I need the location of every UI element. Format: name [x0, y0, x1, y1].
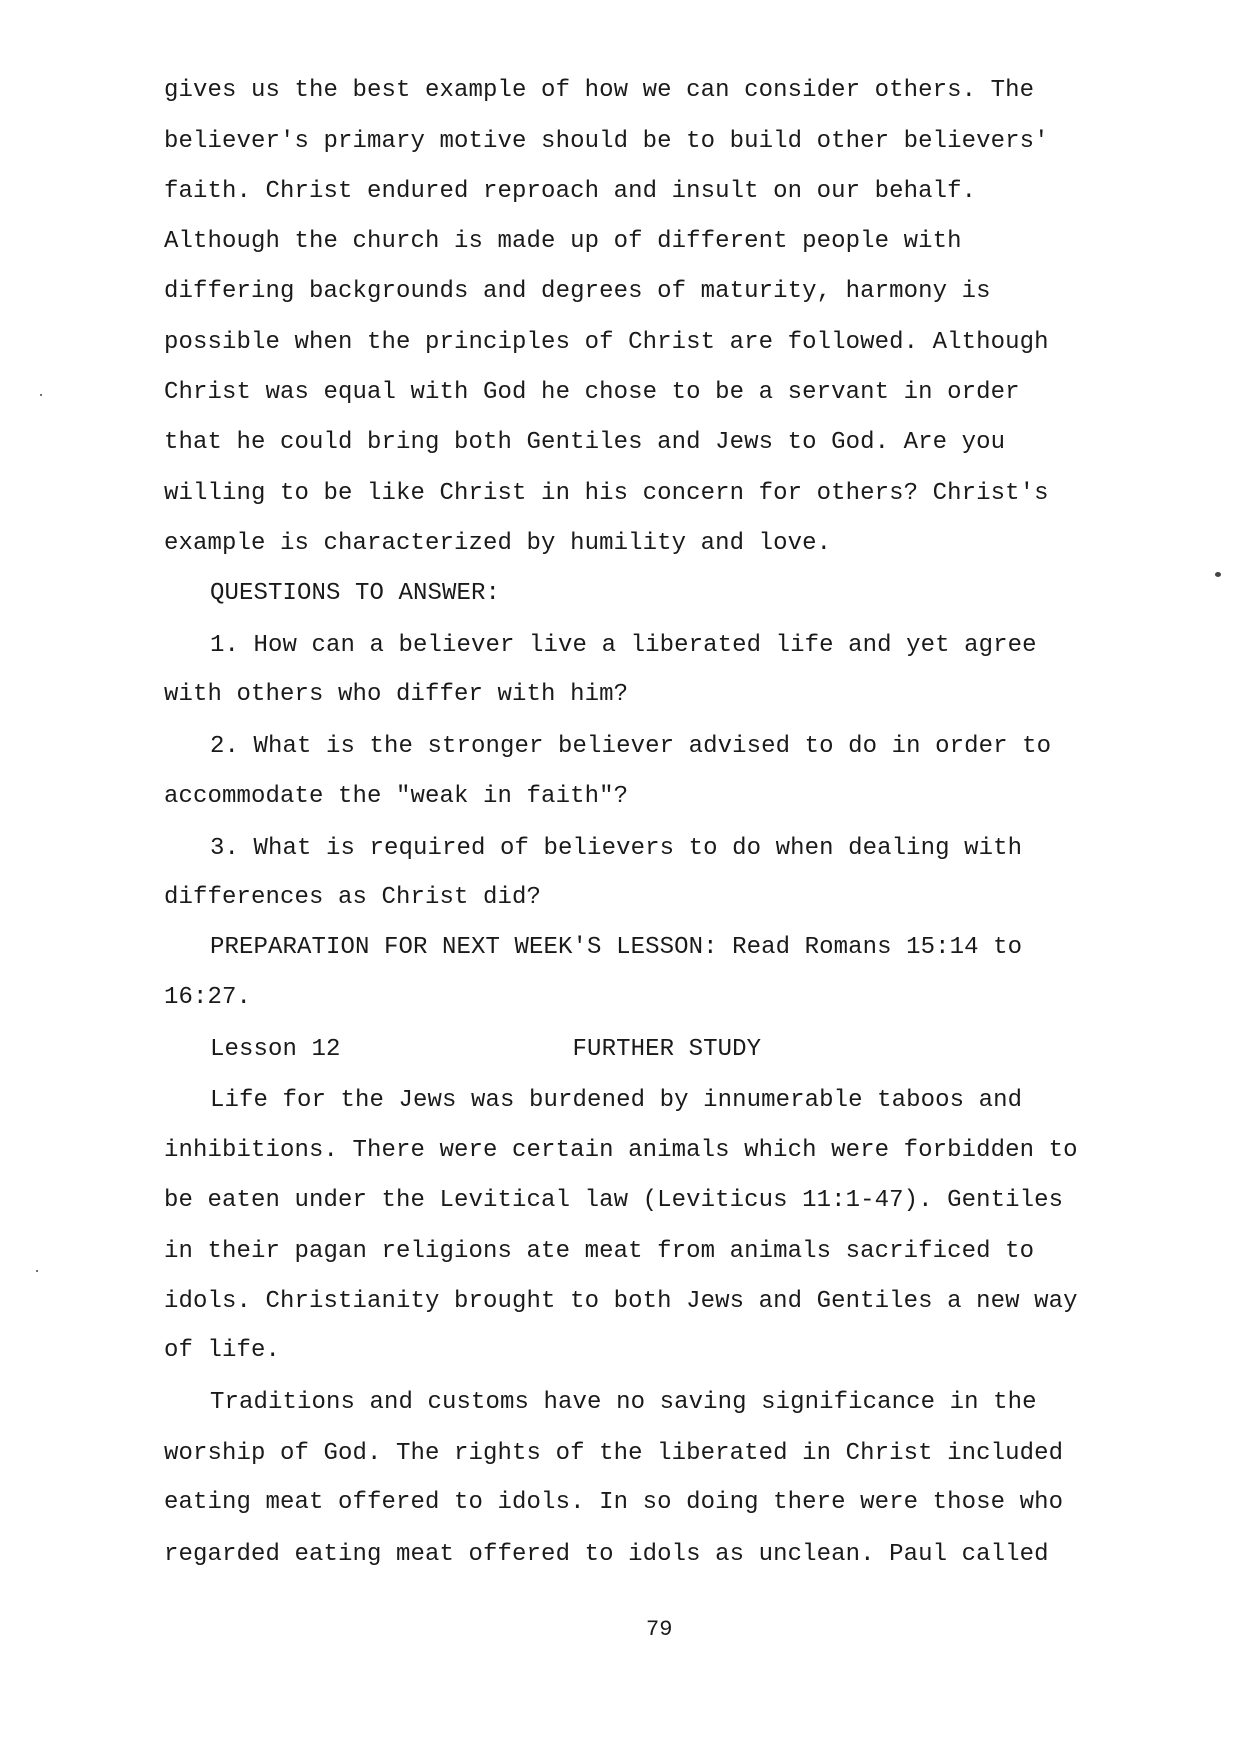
- text-line: that he could bring both Gentiles and Jews to God. Are you: [164, 429, 1006, 456]
- section-heading: QUESTIONS TO ANSWER:: [210, 580, 501, 607]
- text-line: 2. What is the stronger believer advised to do in order to: [210, 733, 1052, 760]
- text-line: PREPARATION FOR NEXT WEEK'S LESSON: Read Romans 15:14 to: [210, 934, 1023, 961]
- text-line: inhibitions. There were certain animals which were forbidden to: [164, 1137, 1078, 1164]
- text-line: idols. Christianity brought to both Jews and Gentiles a new way: [164, 1288, 1078, 1315]
- page-number: 79: [646, 1617, 673, 1642]
- text-line: be eaten under the Levitical law (Leviticus 11:1-47). Gentiles: [164, 1187, 1064, 1214]
- text-line: in their pagan religions ate meat from animals sacrificed to: [164, 1238, 1035, 1265]
- text-line: willing to be like Christ in his concern for others? Christ's: [164, 480, 1049, 507]
- text-line: faith. Christ endured reproach and insult on our behalf.: [164, 178, 977, 205]
- text-line: of life.: [164, 1337, 281, 1364]
- text-line: Christ was equal with God he chose to be a servant in order: [164, 379, 1020, 406]
- text-line: 16:27.: [164, 984, 252, 1011]
- text-line: Although the church is made up of different people with: [164, 228, 962, 255]
- lesson-heading: Lesson 12 FURTHER STUDY: [210, 1036, 762, 1063]
- text-line: eating meat offered to idols. In so doing there were those who: [164, 1489, 1064, 1516]
- text-line: accommodate the "weak in faith"?: [164, 783, 629, 810]
- text-line: 1. How can a believer live a liberated life and yet agree: [210, 632, 1037, 659]
- scan-speck: [40, 394, 42, 396]
- text-line: with others who differ with him?: [164, 681, 629, 708]
- text-line: worship of God. The rights of the liberated in Christ included: [164, 1440, 1064, 1467]
- text-line: gives us the best example of how we can consider others. The: [164, 77, 1035, 104]
- text-line: differing backgrounds and degrees of maturity, harmony is: [164, 278, 991, 305]
- text-line: Life for the Jews was burdened by innumerable taboos and: [210, 1087, 1023, 1114]
- text-line: 3. What is required of believers to do when dealing with: [210, 835, 1023, 862]
- text-line: Traditions and customs have no saving significance in the: [210, 1389, 1037, 1416]
- text-line: differences as Christ did?: [164, 884, 542, 911]
- scan-speck: [1215, 572, 1221, 577]
- text-line: regarded eating meat offered to idols as unclean. Paul called: [164, 1541, 1049, 1568]
- text-line: example is characterized by humility and love.: [164, 530, 832, 557]
- text-line: believer's primary motive should be to build other believers': [164, 128, 1049, 155]
- scan-speck: [36, 1270, 38, 1272]
- text-line: possible when the principles of Christ are followed. Although: [164, 329, 1049, 356]
